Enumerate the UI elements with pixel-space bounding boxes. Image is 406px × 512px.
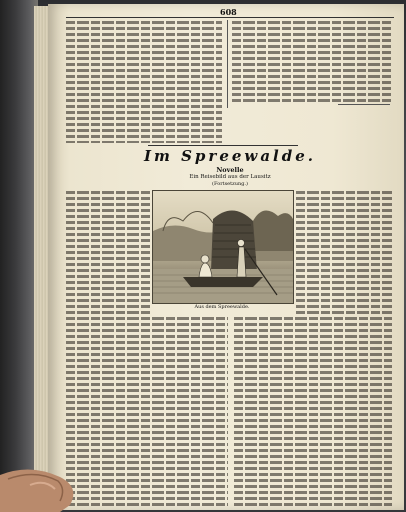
text-column-right-bottom [234,316,392,506]
article-title: Im Spreewalde. [143,147,316,165]
article-heading [66,148,394,187]
illustration-caption: Aus dem Spreewalde. [194,304,250,310]
header-rule [66,17,394,18]
section-rule [148,145,298,146]
page-number: 608 [220,7,237,17]
engraving-boat-illustration [152,190,294,304]
text-column-left-mid [66,190,150,316]
text-column-left-top [66,20,222,143]
article-subtitle: Novelle [216,166,244,174]
text-column-right-top [232,20,392,105]
book-cover-edge [0,0,38,512]
magazine-page [48,4,404,510]
article-continuation: (Fortsetzung.) [212,181,248,187]
thumb-holding-book [0,455,150,512]
column-divider [227,20,228,108]
text-column-right-mid [296,190,392,316]
article-byline: Ein Reisebild aus der Lausitz [189,174,271,180]
end-of-story-rule [338,104,390,105]
